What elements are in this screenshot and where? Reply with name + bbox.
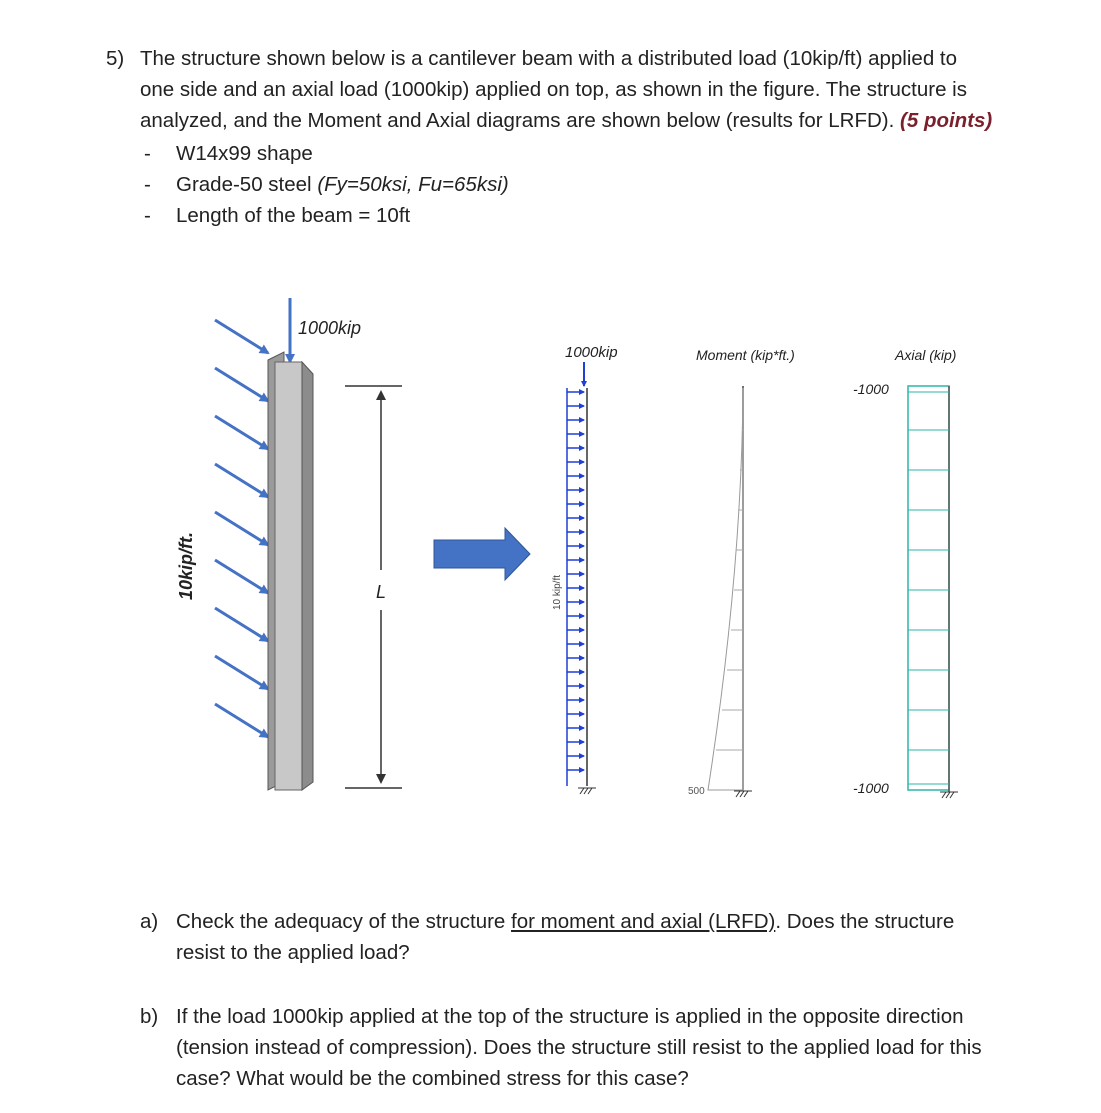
bullet-steel-props: (Fy=50ksi, Fu=65ksi)	[317, 173, 509, 196]
part-a-label: a)	[140, 910, 159, 933]
bullet-dash: -	[144, 142, 151, 165]
points-label: (5 points)	[900, 109, 993, 132]
part-b-line-1: If the load 1000kip applied at the top of the structure is applied in the opposite direction	[176, 1005, 964, 1028]
bullet-dash: -	[144, 173, 151, 196]
model-top-label: 1000kip	[565, 344, 618, 361]
question-line-3-text: analyzed, and the Moment and Axial diagrams are shown below (results for LRFD).	[140, 109, 901, 132]
model-side-label: 10 kip/ft	[552, 574, 563, 610]
bullet-steel-text: Grade-50 steel	[176, 173, 318, 196]
moment-title: Moment (kip*ft.)	[696, 347, 795, 363]
part-b-line-3: case? What would be the combined stress for this case?	[176, 1067, 689, 1090]
structure-figure	[0, 270, 1101, 1100]
bullet-shape: W14x99 shape	[176, 142, 313, 165]
transition-arrow	[434, 528, 530, 580]
bullet-length: Length of the beam = 10ft	[176, 204, 411, 227]
question-line-2: one side and an axial load (1000kip) applied on top, as shown in the figure. The structure is	[140, 78, 967, 101]
question-number: 5)	[106, 47, 125, 70]
moment-base-value: 500	[688, 786, 705, 797]
question-line-3	[140, 105, 992, 136]
moment-diagram	[688, 347, 795, 797]
distributed-load-arrows	[215, 320, 268, 737]
length-dimension	[345, 386, 402, 788]
question-line-1: The structure shown below is a cantilever beam with a distributed load (10kip/ft) applied to	[140, 47, 958, 70]
part-b-label: b)	[140, 1005, 159, 1028]
part-a-line-1	[176, 906, 954, 937]
moment-fixed-support	[734, 791, 752, 797]
left-load-label: 10kip/ft.	[176, 531, 196, 600]
structural-model	[552, 344, 618, 794]
part-a-post: . Does the structure	[775, 910, 955, 933]
part-a-pre: Check the adequacy of the structure	[176, 910, 512, 933]
i-beam-column	[268, 352, 313, 790]
bullet-steel	[176, 169, 509, 200]
axial-bottom-value: -1000	[853, 780, 889, 796]
top-load-label: 1000kip	[298, 318, 362, 338]
axial-diagram	[853, 347, 958, 798]
axial-top-value: -1000	[853, 381, 889, 397]
length-label: L	[376, 582, 387, 602]
model-fixed-support	[578, 788, 596, 794]
part-a-underlined: for moment and axial (LRFD)	[511, 910, 776, 933]
part-b-line-2: (tension instead of compression). Does the structure still resist to the applied load for this	[176, 1036, 982, 1059]
axial-title: Axial (kip)	[895, 347, 957, 363]
part-a-line-2: resist to the applied load?	[176, 941, 410, 964]
model-load-arrows	[567, 392, 584, 770]
axial-fixed-support	[940, 792, 958, 798]
bullet-dash: -	[144, 204, 151, 227]
